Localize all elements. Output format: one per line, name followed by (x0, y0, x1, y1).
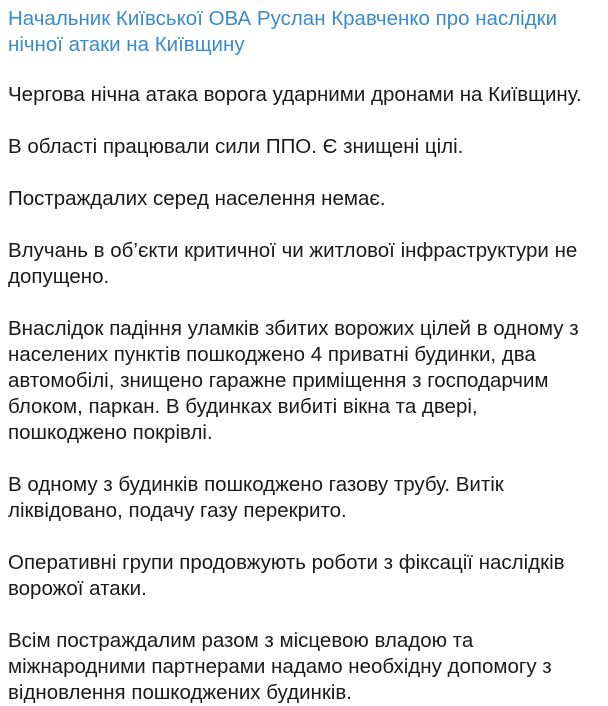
paragraph-casualties: Постраждалих серед населення немає. (8, 187, 386, 210)
paragraph-attack: Чергова нічна атака ворога ударними дронами на Київщину. (8, 83, 582, 106)
paragraph-infrastructure: Влучань в об’єкти критичної чи житлової інфраструктури не допущено. (8, 239, 578, 288)
post-title-link[interactable]: Начальник Київської ОВА Руслан Кравченко про наслідки нічної атаки на Київщину (8, 7, 558, 56)
news-post (8, 6, 602, 706)
paragraph-air-defense: В області працювали сили ППО. Є знищені цілі. (8, 135, 464, 158)
paragraph-operative-groups: Оперативні групи продовжують роботи з фіксації наслідків ворожої атаки. (8, 551, 565, 600)
paragraph-damage: Внаслідок падіння уламків збитих ворожих цілей в одному з населених пунктів пошкоджено 4 приватні будинки, два автомобілі, знищено гаражне приміщення з господарчим блоком, паркан. В будинках вибиті вікна та двері, пошкоджено покрівлі. (8, 317, 579, 444)
paragraph-assistance: Всім постраждалим разом з місцевою владою та міжнародними партнерами надамо необхідну допомогу з відновлення пошкоджених будинків. (8, 629, 552, 704)
paragraph-gas-pipe: В одному з будинків пошкоджено газову трубу. Витік ліквідовано, подачу газу перекрито. (8, 473, 504, 522)
